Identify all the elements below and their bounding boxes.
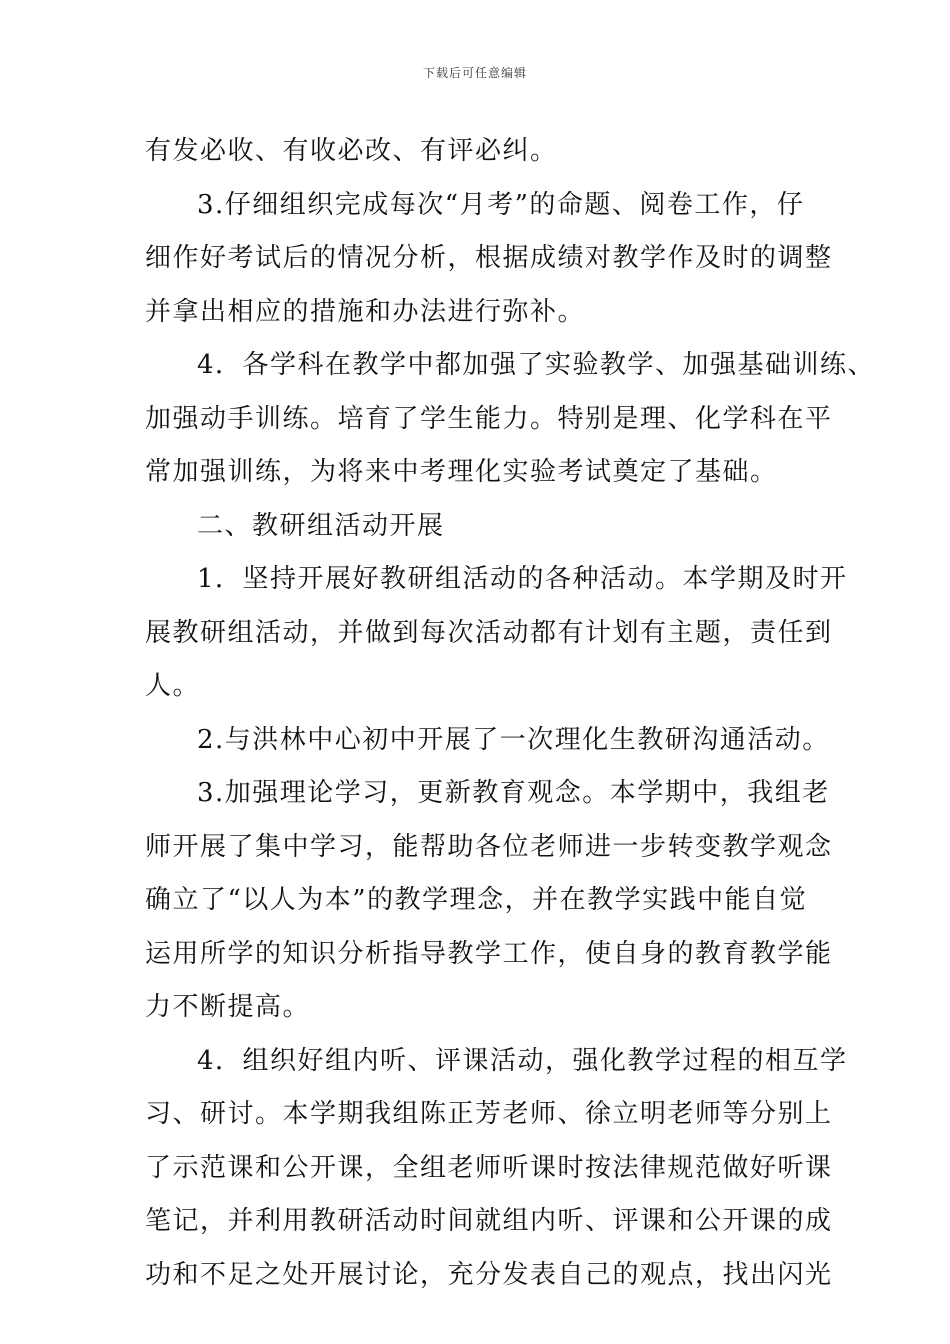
text-line: 1．坚持开展好教研组活动的各种活动。本学期及时开	[197, 564, 848, 594]
text-line: 了示范课和公开课，全组老师听课时按法律规范做好听课	[145, 1152, 833, 1183]
text-line: 3.仔细组织完成每次“月考”的命题、阅卷工作，仔	[197, 189, 805, 220]
page-header-note: 下载后可任意编辑	[422, 66, 527, 80]
text-line: 细作好考试后的情况分析，根据成绩对教学作及时的调整	[145, 243, 833, 273]
text-line: 加强动手训练。培育了学生能力。特别是理、化学科在平	[145, 403, 833, 434]
text-line: 笔记，并利用教研活动时间就组内听、评课和公开课的成	[145, 1206, 833, 1236]
document-body	[145, 125, 876, 1302]
text-line: 4．各学科在教学中都加强了实验教学、加强基础训练、	[197, 350, 876, 380]
text-line: 人。	[145, 671, 201, 701]
text-line: 运用所学的知识分析指导教学工作，使自身的教育教学能	[145, 938, 833, 969]
text-line: 力不断提高。	[145, 992, 311, 1022]
section-heading: 二、教研组活动开展	[197, 510, 445, 541]
text-line: 功和不足之处开展讨论，充分发表自己的观点，找出闪光	[145, 1259, 833, 1290]
text-line: 习、研讨。本学期我组陈正芳老师、徐立明老师等分别上	[145, 1099, 833, 1129]
text-line: 展教研组活动，并做到每次活动都有计划有主题，责任到	[145, 617, 833, 648]
text-line: 师开展了集中学习，能帮助各位老师进一步转变教学观念	[145, 831, 833, 862]
text-line: 有发必收、有收必改、有评必纠。	[145, 136, 558, 166]
text-line: 4．组织好组内听、评课活动，强化教学过程的相互学	[197, 1045, 848, 1076]
text-line: 2.与洪林中心初中开展了一次理化生教研沟通活动。	[197, 724, 830, 755]
text-line: 3.加强理论学习，更新教育观念。本学期中，我组老	[197, 778, 830, 808]
text-line: 并拿出相应的措施和办法进行弥补。	[145, 296, 586, 327]
text-line: 常加强训练，为将来中考理化实验考试奠定了基础。	[145, 457, 778, 487]
text-line: 确立了“以人为本”的教学理念，并在教学实践中能自觉	[145, 885, 808, 915]
